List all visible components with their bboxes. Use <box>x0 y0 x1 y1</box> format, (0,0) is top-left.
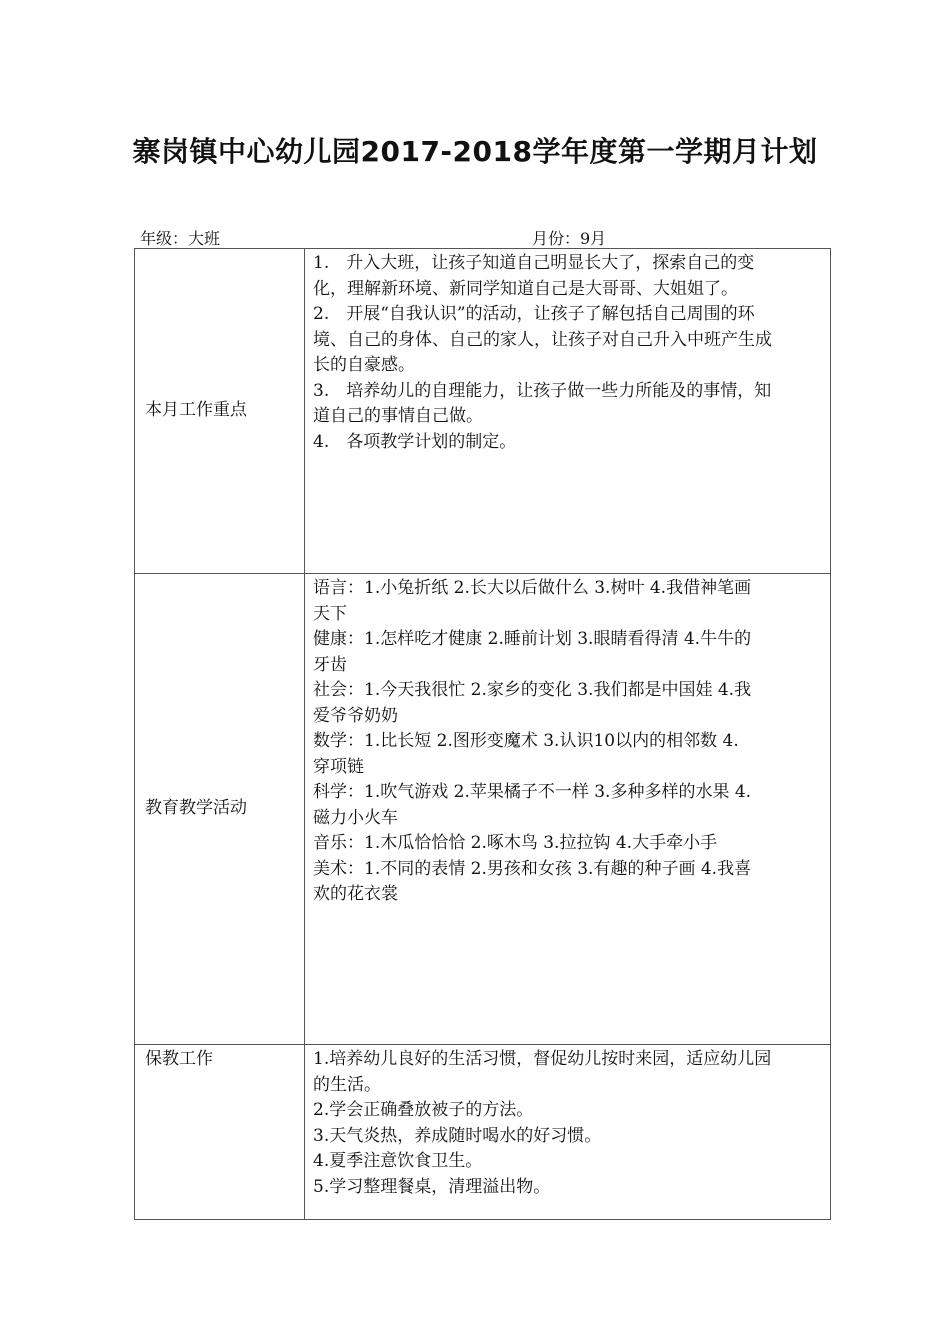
grade-label: 年级：大班 <box>140 229 221 248</box>
content-line: 3. 培养幼儿的自理能力，让孩子做一些力所能及的事情，知 <box>313 380 772 401</box>
row-content-focus <box>305 249 831 574</box>
content-line: 数学：1.比长短 2.图形变魔术 3.认识10以内的相邻数 4. <box>313 731 739 751</box>
content-line: 牙齿 <box>313 654 347 675</box>
content-line: 1.培养幼儿良好的生活习惯，督促幼儿按时来园，适应幼儿园 <box>313 1049 772 1069</box>
content-line: 2.学会正确叠放被子的方法。 <box>313 1100 534 1120</box>
content-line: 化，理解新环境、新同学知道自己是大哥哥、大姐姐了。 <box>313 278 738 299</box>
content-line: 4. 各项教学计划的制定。 <box>313 431 517 452</box>
content-line: 的生活。 <box>313 1074 381 1095</box>
row-label-care: 保教工作 <box>135 1045 305 1220</box>
monthly-plan-table <box>134 248 831 1220</box>
content-line: 科学：1.吹气游戏 2.苹果橘子不一样 3.多种多样的水果 4. <box>313 782 752 802</box>
month-label: 月份：9月 <box>532 229 607 248</box>
content-line: 健康：1.怎样吃才健康 2.睡前计划 3.眼睛看得清 4.牛牛的 <box>313 629 752 649</box>
content-line: 4.夏季注意饮食卫生。 <box>313 1151 483 1171</box>
content-line: 美术：1.不同的表情 2.男孩和女孩 3.有趣的种子画 4.我喜 <box>313 858 752 879</box>
content-line: 天下 <box>313 603 347 624</box>
content-line: 语言：1.小兔折纸 2.长大以后做什么 3.树叶 4.我借神笔画 <box>313 578 752 598</box>
content-line: 磁力小火车 <box>313 807 398 828</box>
content-line: 3.天气炎热，养成随时喝水的好习惯。 <box>313 1125 602 1146</box>
content-line: 社会：1.今天我很忙 2.家乡的变化 3.我们都是中国娃 4.我 <box>313 680 752 700</box>
row-label-activities: 教育教学活动 <box>135 574 305 1045</box>
content-line: 长的自豪感。 <box>313 355 415 375</box>
row-content-activities <box>305 574 831 1045</box>
table-row-focus <box>135 249 831 574</box>
row-content-care <box>305 1045 831 1220</box>
content-line: 1. 升入大班，让孩子知道自己明显长大了，探索自己的变 <box>313 253 755 273</box>
page-title: 寨岗镇中心幼儿园2017-2018学年度第一学期月计划 <box>132 135 818 168</box>
content-line: 音乐：1.木瓜恰恰恰 2.啄木鸟 3.拉拉钩 4.大手牵小手 <box>313 833 718 853</box>
content-line: 欢的花衣裳 <box>313 884 398 904</box>
content-line: 爱爷爷奶奶 <box>313 705 398 726</box>
content-line: 道自己的事情自己做。 <box>313 406 483 426</box>
content-line: 2. 开展“自我认识”的活动，让孩子了解包括自己周围的环 <box>313 304 755 324</box>
content-line: 穿项链 <box>313 756 364 777</box>
row-label-focus: 本月工作重点 <box>135 249 305 574</box>
table-row-care <box>135 1045 831 1220</box>
content-line: 境、自己的身体、自己的家人，让孩子对自己升入中班产生成 <box>313 329 772 350</box>
content-line: 5.学习整理餐桌，清理溢出物。 <box>313 1176 551 1197</box>
table-row-activities <box>135 574 831 1045</box>
